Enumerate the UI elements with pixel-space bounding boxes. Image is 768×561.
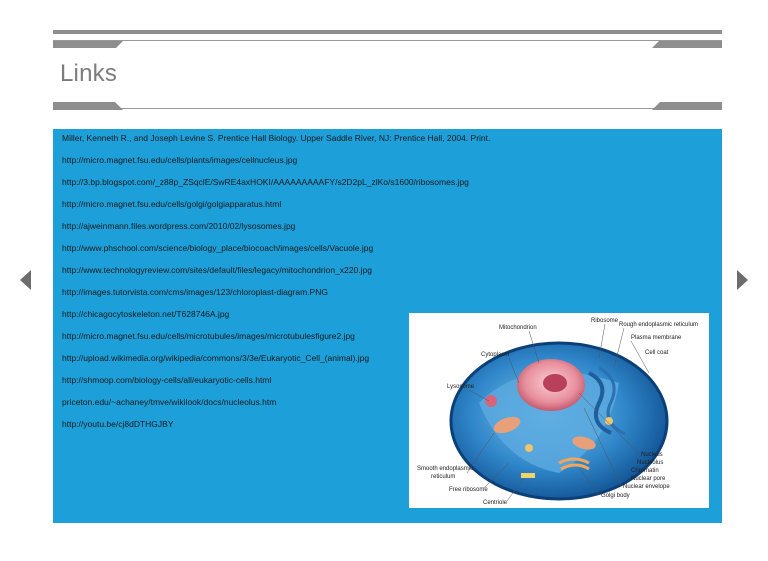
label-cytoplasm: Cytoplasm [481,352,510,358]
page-title: Links [60,60,118,87]
label-free-ribosome: Free ribosome [449,487,488,493]
top-rule [53,30,722,34]
title-rule-tab-right [652,102,722,110]
label-smooth-er: Smooth endoplasmic [417,466,474,472]
cell-diagram-svg [409,313,709,508]
label-plasma-membrane: Plasma membrane [631,335,682,341]
label-nuclear-envelope: Nuclear envelope [623,484,670,490]
label-nuclear-pore: Nuclear pore [631,476,666,482]
link-item[interactable]: http://chicagocytoskeleton.net/T628746A.jpg [62,309,230,319]
top-rule-tab-left [53,41,123,48]
label-ribosome: Ribosome [591,318,619,324]
label-golgi-body: Golgi body [601,493,630,499]
link-item[interactable]: http://3.bp.blogspot.com/_z88p_ZSqclE/SwRE4axHOKI/AAAAAAAAAFY/s2D2pL_zlKo/s1600/ribosomes.jpg [62,177,469,187]
link-item[interactable]: http://micro.magnet.fsu.edu/cells/plants/images/cellnucleus.jpg [62,155,298,165]
title-rule [53,108,722,109]
link-item[interactable]: http://images.tutorvista.com/cms/images/123/chloroplast-diagram.PNG [62,287,328,297]
top-rule-thin [53,40,722,41]
label-cell-coat: Cell coat [645,350,669,356]
title-rule-tab-left [53,102,123,110]
link-item[interactable]: http://www.phschool.com/science/biology_place/biocoach/images/cells/Vacuole.jpg [62,243,374,253]
top-rule-tab-right [652,41,722,48]
link-item[interactable]: http://micro.magnet.fsu.edu/cells/microtubules/images/microtubulesfigure2.jpg [62,331,355,341]
label-mitochondrion: Mitochondrion [499,325,537,331]
label-centriole: Centriole [483,500,508,506]
link-item[interactable]: http://upload.wikimedia.org/wikipedia/commons/3/3e/Eukaryotic_Cell_(animal).jpg [62,353,370,363]
previous-slide-icon[interactable] [20,270,31,290]
citation-text: Miller, Kenneth R., and Joseph Levine S. Prentice Hall Biology. Upper Saddle River, NJ: Prentice Hall, 2004. Print. [62,133,491,143]
link-item[interactable]: http://www.technologyreview.com/sites/default/files/legacy/mitochondrion_x220.jpg [62,265,372,275]
label-rough-er: Rough endoplasmic reticulum [619,322,699,328]
label-chromatin: Chromatin [631,468,659,474]
content-panel [53,129,722,523]
label-nucleus: Nucleus [641,452,663,458]
label-nucleolus: Nucleolus [637,460,664,466]
link-item[interactable]: priceton.edu/~achaney/tmve/wikilook/docs/nucleolus.htm [62,397,277,407]
cell-diagram-image [409,313,709,508]
next-slide-icon[interactable] [737,270,748,290]
label-lysosome: Lysosome [447,384,475,390]
link-item[interactable]: http://ajweinmann.files.wordpress.com/2010/02/lysosomes.jpg [62,221,296,231]
link-item[interactable]: http://micro.magnet.fsu.edu/cells/golgi/golgiapparatus.html [62,199,282,209]
link-item[interactable]: http://shmoop.com/biology-cells/all/eukaryotic-cells.html [62,375,272,385]
label-smooth-er-2: reticulum [431,474,456,480]
link-item[interactable]: http://youtu.be/cj8dDTHGJBY [62,419,174,429]
